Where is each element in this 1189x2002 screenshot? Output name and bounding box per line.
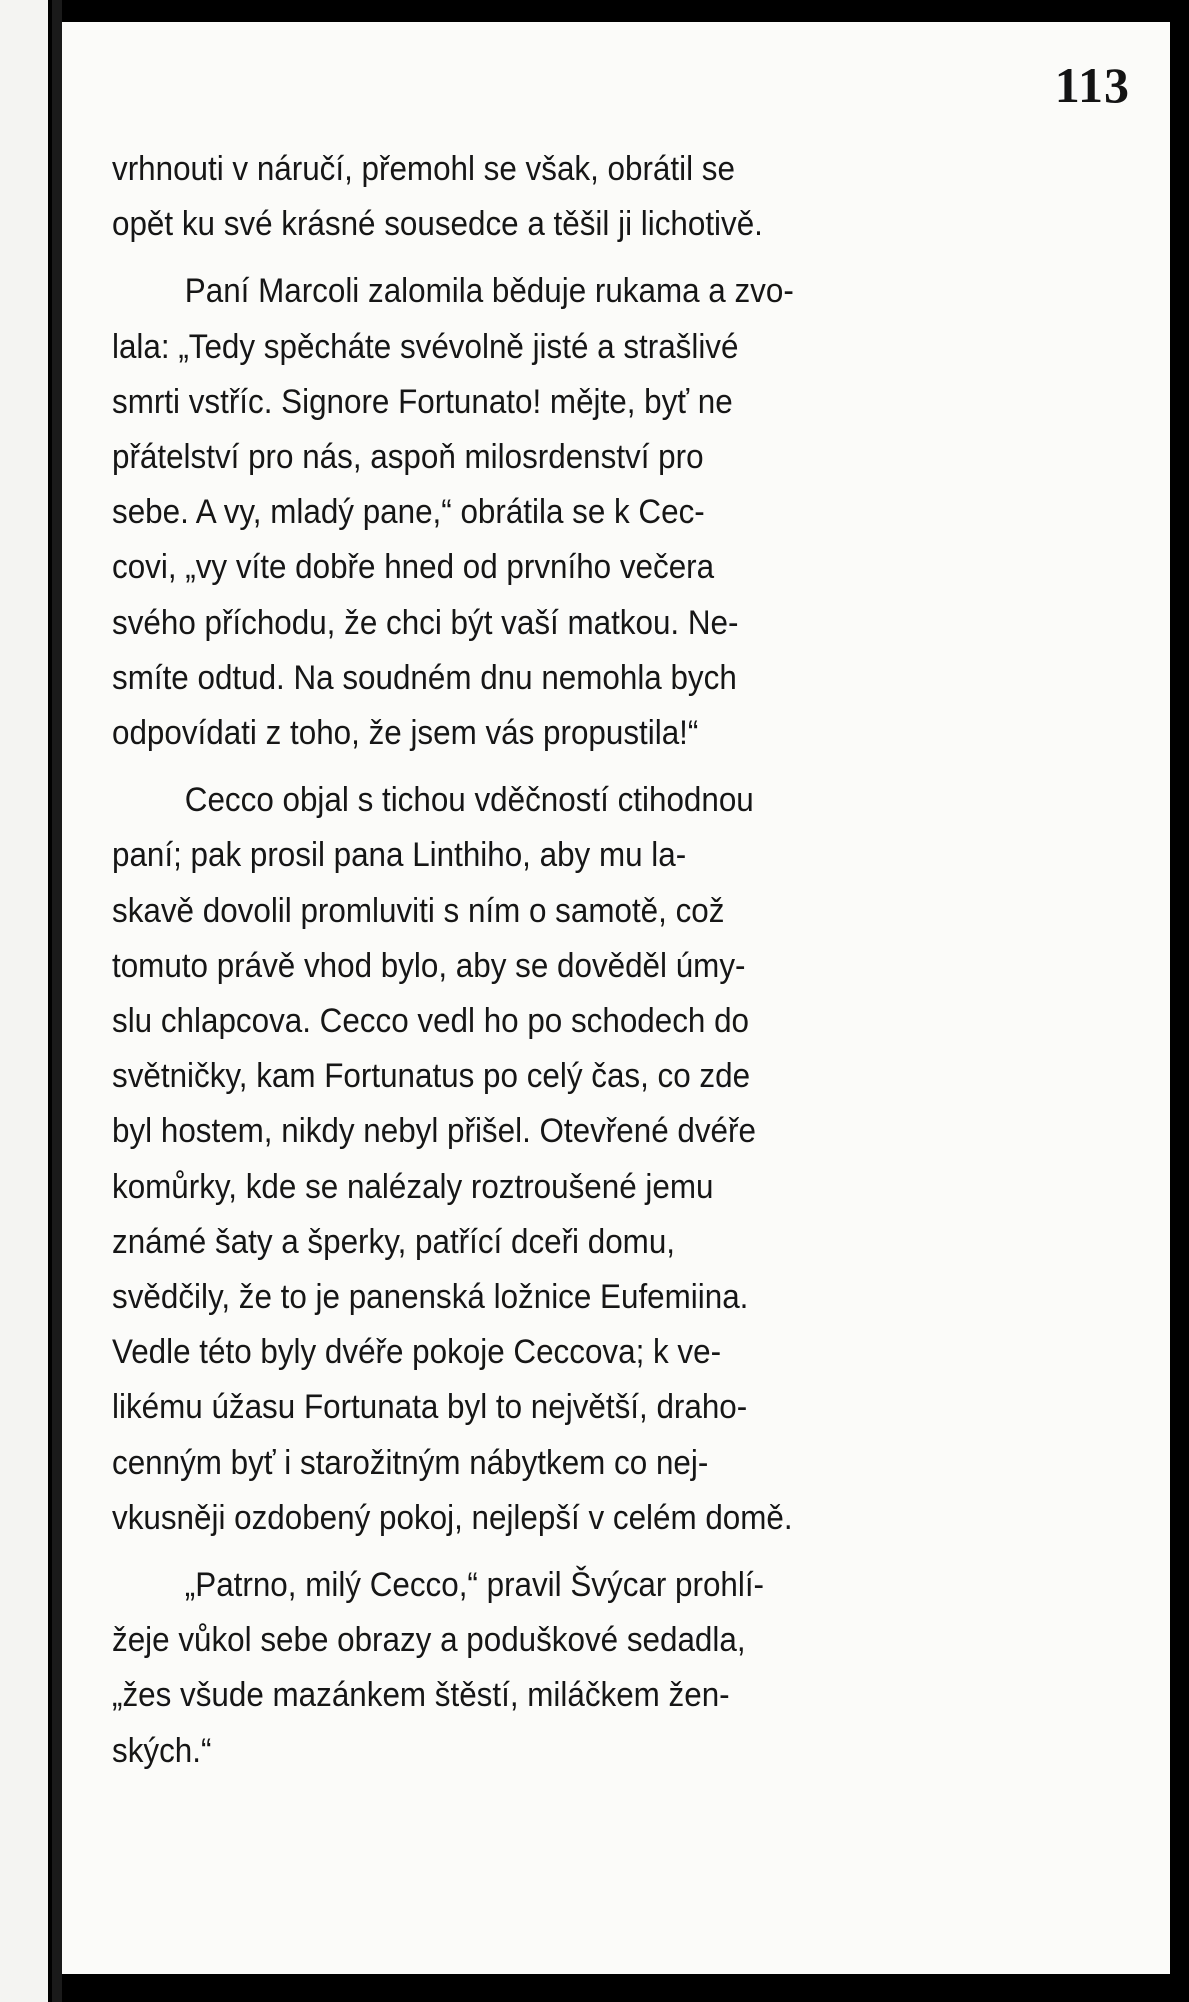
page-sheet xyxy=(62,22,1170,1974)
binding-edge xyxy=(52,0,62,2002)
paragraph: Cecco objal s tichou vděčností ctihodnou paní; pak prosil pana Linthiho, aby mu la- skavě dovolil promluviti s ním o samotě, což tomuto právě vhod bylo, aby se dověděl úmy- slu chlapcova. Cecco vedl ho po schodech do světničky, kam Fortunatus po celý čas, co zde byl hostem, nikdy nebyl přišel. Otevřené dvéře komůrky, kde se nalézaly roztroušené jemu známé šaty a šperky, patřící dceři domu, svědčily, že to je panenská ložnice Eufemiina. Vedle této byly dvéře pokoje Ceccova; k ve- likému úžasu Fortunata byl to největší, draho- cenným byť i starožitným nábytkem co nej- vkusněji ozdobený pokoj, nejlepší v celém domě. xyxy=(112,781,793,1537)
paragraph: Paní Marcoli zalomila běduje rukama a zvo- lala: „Tedy spěcháte svévolně jisté a strašlivé smrti vstříc. Signore Fortunato! mějte, byť ne přátelství pro nás, aspoň milosrdenství pro sebe. A vy, mladý pane,“ obrátila se k Cec- covi, „vy víte dobře hned od prvního večera svého příchodu, že chci být vaší matkou. Ne- smíte odtud. Na soudném dnu nemohla bych odpovídati z toho, že jsem vás propustila!“ xyxy=(112,272,794,753)
body-text xyxy=(112,142,1082,1779)
page-number: 113 xyxy=(1054,57,1130,113)
paragraph: vrhnouti v náručí, přemohl se však, obrátil se opět ku své krásné sousedce a těšil ji lichotivě. xyxy=(112,150,763,244)
left-margin-strip xyxy=(0,0,48,2002)
paragraph: „Patrno, milý Cecco,“ pravil Švýcar prohlí- žeje vůkol sebe obrazy a poduškové sedadla, „žes všude mazánkem štěstí, miláčkem žen- ských.“ xyxy=(112,1566,765,1770)
